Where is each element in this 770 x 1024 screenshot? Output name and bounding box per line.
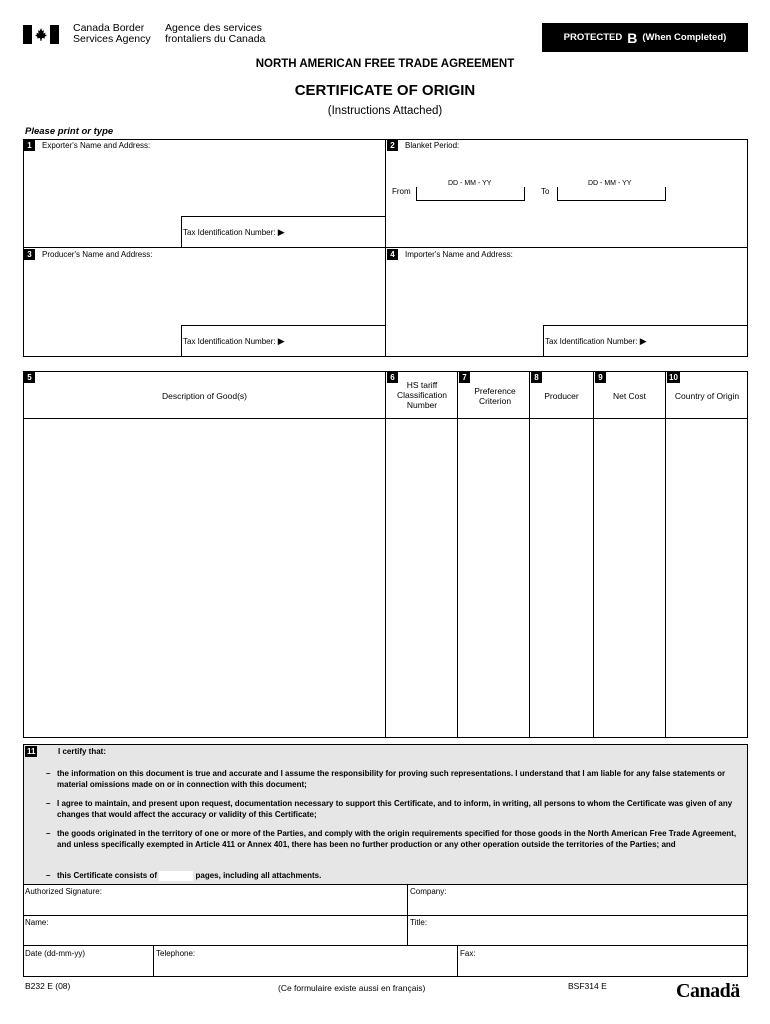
certify-item-1: the information on this document is true and accurate and I assume the responsibility for proving such representations. I understand that I am liable for any false statements or material omissions made on or in connection with this document;	[57, 769, 726, 789]
importer-tax-id-label	[545, 336, 647, 347]
certify-item-2: I agree to maintain, and present upon request, documentation necessary to support this Certificate, and to inform, in writing, all persons to whom the Certificate was given of any changes that would affect the accuracy or validity of this Certificate;	[57, 799, 733, 819]
col-5-number: 5	[24, 372, 35, 383]
arrow-right-icon: ▶	[277, 336, 285, 346]
agency-name-en	[73, 23, 151, 45]
col-8-number: 8	[531, 372, 542, 383]
form-code: B232 E (08)	[25, 981, 71, 991]
fax-field[interactable]	[458, 959, 747, 976]
blanket-period-label: Blanket Period:	[405, 141, 460, 150]
producer-label: Producer's Name and Address:	[42, 250, 153, 259]
importer-field[interactable]	[387, 262, 747, 324]
telephone-field[interactable]	[154, 959, 456, 976]
agency-en-line2: Services Agency	[73, 33, 151, 45]
hs-tariff-entry-area[interactable]	[386, 419, 457, 737]
producer-tax-id-label	[183, 336, 285, 347]
to-label: To	[541, 187, 550, 196]
preference-entry-area[interactable]	[458, 419, 529, 737]
canada-wordmark: Canadä	[676, 980, 740, 1002]
name-label: Name:	[25, 918, 49, 927]
net-cost-entry-area[interactable]	[594, 419, 665, 737]
dash-2: –	[46, 799, 51, 808]
certification-section	[23, 744, 748, 885]
from-date-field[interactable]	[416, 187, 525, 201]
field-1-number: 1	[24, 140, 35, 151]
instructions-note: (Instructions Attached)	[327, 105, 443, 117]
producer-entry-area[interactable]	[530, 419, 593, 737]
certify-item-3: the goods originated in the territory of one or more of the Parties, and comply with the origin requirements specified for those goods in the North American Free Trade Agreement, and unless specifically exempted in Article 411 or Annex 401, there has been no further production or any other operation outside the territories of the Parties; and	[57, 829, 737, 849]
company-label: Company:	[410, 887, 447, 896]
producer-header: Producer	[544, 391, 579, 401]
col-10-number: 10	[669, 373, 678, 382]
agency-fr-line2: frontaliers du Canada	[165, 33, 266, 45]
dash-4: –	[46, 871, 51, 880]
agreement-title: NORTH AMERICAN FREE TRADE AGREEMENT	[255, 58, 515, 70]
dash-3: –	[46, 829, 51, 838]
hs-tariff-header: HS tariff Classification Number	[396, 380, 448, 410]
exporter-field[interactable]	[24, 153, 384, 215]
title-field[interactable]	[408, 928, 747, 944]
to-date-format: DD - MM - YY	[588, 180, 632, 187]
col-6-number: 6	[387, 372, 398, 383]
producer-field[interactable]	[24, 262, 384, 324]
exporter-label: Exporter's Name and Address:	[42, 141, 151, 150]
protected-badge	[542, 23, 748, 52]
field-4-number: 4	[387, 249, 398, 260]
name-field[interactable]	[24, 928, 406, 944]
pages-prefix: this Certificate consists of	[57, 871, 158, 881]
tax-id-text: Tax Identification Number:	[183, 337, 276, 346]
print-note: Please print or type	[25, 126, 114, 137]
field-3-number: 3	[24, 249, 35, 260]
bsf-code: BSF314 E	[568, 981, 607, 991]
agency-name-fr	[165, 23, 265, 45]
col-9-number: 9	[595, 372, 606, 383]
title-label: Title:	[410, 918, 428, 927]
protected-level: B	[627, 29, 638, 46]
col-7-number: 7	[459, 372, 470, 383]
exporter-tax-id-label	[183, 227, 285, 238]
date-field[interactable]	[24, 959, 152, 976]
country-entry-area[interactable]	[666, 419, 747, 737]
authorized-signature-field[interactable]	[24, 897, 406, 914]
dash-1: –	[46, 769, 51, 778]
net-cost-header: Net Cost	[612, 391, 647, 401]
company-field[interactable]	[408, 897, 747, 914]
description-header: Description of Good(s)	[161, 391, 248, 401]
importer-label: Importer's Name and Address:	[405, 250, 513, 259]
certify-heading: I certify that:	[58, 747, 107, 756]
pages-suffix: pages, including all attachments.	[195, 871, 322, 881]
fax-label: Fax:	[460, 949, 476, 958]
agency-fr-line1: Agence des services	[165, 22, 262, 34]
tax-id-text: Tax Identification Number:	[545, 337, 638, 346]
description-entry-area[interactable]	[24, 419, 385, 737]
certificate-title: CERTIFICATE OF ORIGIN	[294, 82, 476, 99]
field-2-number: 2	[387, 140, 398, 151]
tax-id-text: Tax Identification Number:	[183, 228, 276, 237]
telephone-label: Telephone:	[156, 949, 196, 958]
arrow-right-icon: ▶	[277, 227, 285, 237]
protected-label: PROTECTED	[563, 32, 623, 43]
protected-note: (When Completed)	[642, 32, 727, 43]
arrow-right-icon: ▶	[639, 336, 647, 346]
certify-item-4	[57, 871, 321, 882]
french-availability-note: (Ce formulaire existe aussi en français)	[278, 983, 426, 993]
date-label: Date (dd-mm-yy)	[25, 949, 86, 958]
from-date-format: DD - MM - YY	[448, 180, 492, 187]
field-11-number: 11	[27, 747, 36, 756]
from-label: From	[392, 187, 411, 196]
government-flag-icon	[23, 25, 59, 44]
page-count-field[interactable]	[159, 871, 193, 881]
agency-en-line1: Canada Border	[73, 22, 145, 34]
country-of-origin-header: Country of Origin	[674, 391, 740, 401]
authorized-signature-label: Authorized Signature:	[25, 887, 102, 896]
preference-criterion-header: Preference Criterion	[474, 386, 516, 406]
to-date-field[interactable]	[557, 187, 666, 201]
